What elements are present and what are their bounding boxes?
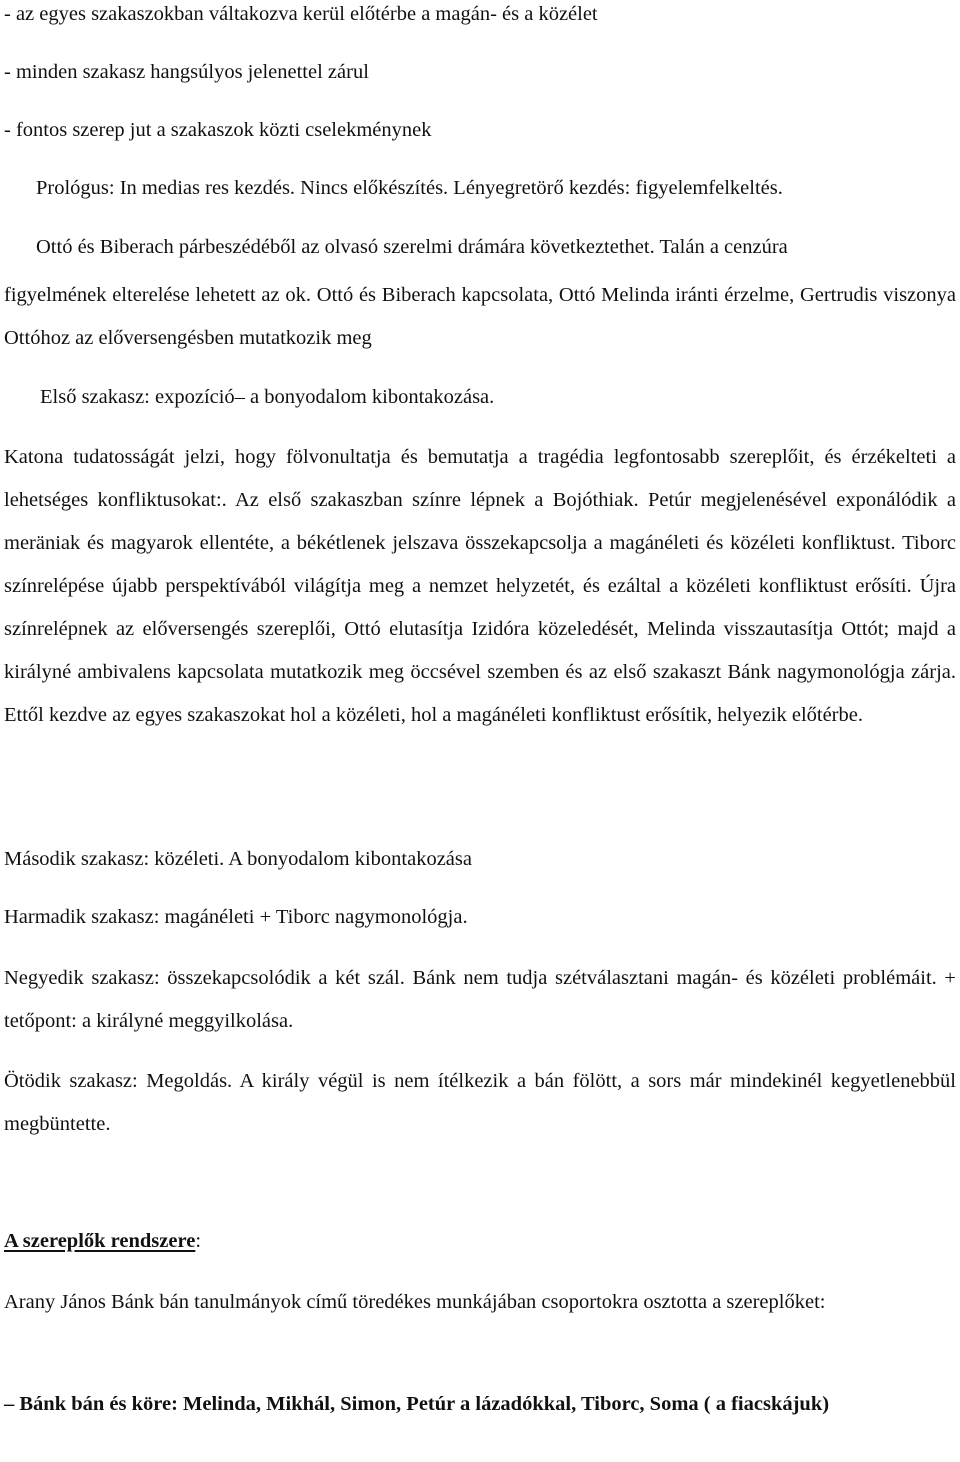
prologue-line-2: Ottó és Biberach párbeszédéből az olvasó szerelmi drámára következtethet. Talán a cenzúra <box>36 236 788 258</box>
characters-intro: Arany János Bánk bán tanulmányok című töredékes munkájában csoportokra osztotta a szereplőket: <box>4 1291 826 1313</box>
prologue-line-1: Prológus: In medias res kezdés. Nincs előkészítés. Lényegretörő kezdés: figyelemfelkeltés. <box>36 177 783 199</box>
prologue-paragraph: figyelmének elterelése lehetett az ok. Ottó és Biberach kapcsolata, Ottó Melinda iránti érzelme, Gertrudis viszonya Ottóhoz az előversengésben mutatkozik meg <box>4 284 956 349</box>
characters-heading-colon: : <box>195 1230 202 1252</box>
section-1-title: Első szakasz: expozíció– a bonyodalom kibontakozása. <box>40 386 495 408</box>
characters-heading: A szereplők rendszere <box>4 1230 196 1252</box>
bullet-item: - fontos szerep jut a szakaszok közti cselekménynek <box>4 119 432 141</box>
characters-group-1: – Bánk bán és köre: Melinda, Mikhál, Simon, Petúr a lázadókkal, Tiborc, Soma ( a fiacskájuk) <box>4 1393 830 1415</box>
section-3: Harmadik szakasz: magánéleti + Tiborc nagymonológja. <box>4 906 468 928</box>
characters-heading-row <box>4 1227 201 1255</box>
bullet-item: - minden szakasz hangsúlyos jelenettel zárul <box>4 61 369 83</box>
section-2: Második szakasz: közéleti. A bonyodalom kibontakozása <box>4 848 472 870</box>
section-1-paragraph: Katona tudatosságát jelzi, hogy fölvonultatja és bemutatja a tragédia legfontosabb szereplőit, és érzékelteti a lehetséges konfliktusokat:. Az első szakaszban színre lépnek a Bojóthiak. Petúr megjelenésével exponálódik a meräniak és magyarok ellentéte, a békétlenek jelszava összekapcsolja a magánéleti és közéleti konfliktust. Tiborc színrelépése újabb perspektívából világítja meg a nemzet helyzetét, és ezáltal a közéleti konfliktust erősíti. Újra színrelépnek az előversengés szereplői, Ottó elutasítja Izidóra közeledését, Melinda visszautasítja Ottót; majd a királyné ambivalens kapcsolata mutatkozik meg öccsével szemben és az első szakaszt Bánk nagymonológja zárja. Ettől kezdve az egyes szakaszokat hol a közéleti, hol a magánéleti konfliktust erősítik, helyezik előtérbe. <box>4 446 956 726</box>
bullet-item: - az egyes szakaszokban váltakozva kerül előtérbe a magán- és a közélet <box>4 3 598 25</box>
section-4: Negyedik szakasz: összekapcsolódik a két szál. Bánk nem tudja szétválasztani magán- és közéleti problémáit. + tetőpont: a királyné meggyilkolása. <box>4 967 956 1032</box>
section-5: Ötödik szakasz: Megoldás. A király végül is nem ítélkezik a bán fölött, a sors már mindekinél kegyetlenebbül megbüntette. <box>4 1070 956 1135</box>
